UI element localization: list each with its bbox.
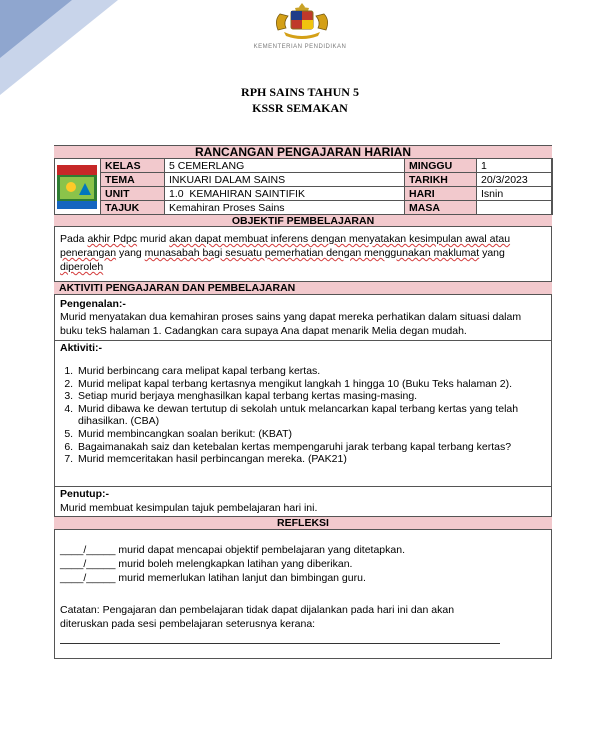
label-masa: MASA	[405, 201, 477, 215]
document-title: RPH SAINS TAHUN 5	[241, 85, 359, 99]
value-minggu: 1	[477, 159, 553, 173]
label-minggu: MINGGU	[405, 159, 477, 173]
activities-heading: AKTIVITI PENGAJARAN DAN PEMBELAJARAN	[54, 281, 552, 295]
activity-steps	[60, 365, 562, 466]
divider	[54, 340, 552, 341]
table-row	[55, 201, 553, 215]
value-masa	[477, 201, 553, 215]
closing-text: Murid membuat kesimpulan tajuk pembelajaran hari ini.	[60, 502, 318, 514]
info-table	[54, 158, 553, 215]
list-item: 1. Murid berbincang cara melipat kapal terbang kertas.	[76, 365, 562, 378]
reflection-line-1: ____/_____ murid dapat mencapai objektif pembelajaran yang ditetapkan.	[60, 544, 405, 556]
label-kelas: KELAS	[101, 159, 165, 173]
note-answer-line	[60, 643, 500, 644]
divider	[54, 486, 552, 487]
label-tajuk: TAJUK	[101, 201, 165, 215]
list-item: 4. Murid dibawa ke dewan tertutup di sekolah untuk melancarkan kapal terbang kertas yang telah dihasilkan. (CBA)	[76, 403, 562, 428]
value-unit: 1.0 KEMAHIRAN SAINTIFIK	[165, 187, 405, 201]
list-item: 2. Murid melipat kapal terbang kertasnya mengikut langkah 1 hingga 10 (Buku Teks halaman 2).	[76, 378, 562, 391]
reflection-line-2: ____/_____ murid boleh melengkapkan latihan yang diberikan.	[60, 558, 353, 570]
ministry-name: KEMENTERIAN PENDIDIKAN	[253, 44, 347, 50]
ministry-crest-icon	[270, 2, 334, 42]
book-cell	[55, 159, 101, 215]
objective-line-1: Pada akhir Pdpc murid akan dapat membuat inferens dengan menyatakan kesimpulan awal atau	[60, 233, 511, 245]
value-kelas: 5 CEMERLANG	[165, 159, 405, 173]
reflection-line-3: ____/_____ murid memerlukan latihan lanjut dan bimbingan guru.	[60, 572, 366, 584]
table-row	[55, 173, 553, 187]
objective-line-2: penerangan yang munasabah bagi sesuatu pemerhatian dengan menggunakan maklumat yang	[60, 247, 505, 259]
value-tema: INKUARI DALAM SAINS	[165, 173, 405, 187]
table-row	[55, 187, 553, 201]
label-tarikh: TARIKH	[405, 173, 477, 187]
list-item: 3. Setiap murid berjaya menghasilkan kapal terbang kertas masing-masing.	[76, 390, 562, 403]
value-tarikh: 20/3/2023	[477, 173, 553, 187]
objective-line-3: diperoleh	[60, 261, 104, 273]
note-line-2: diteruskan pada sesi pembelajaran seterusnya kerana:	[60, 618, 316, 630]
value-tajuk: Kemahiran Proses Sains	[165, 201, 405, 215]
label-tema: TEMA	[101, 173, 165, 187]
textbook-cover-icon	[57, 165, 97, 209]
reflection-heading: REFLEKSI	[54, 516, 552, 530]
intro-text-line-1: Murid menyatakan dua kemahiran proses sains yang dapat mereka perhatikan dalam situasi dalam	[60, 311, 522, 323]
table-row	[55, 159, 553, 173]
label-unit: UNIT	[101, 187, 165, 201]
plan-heading: RANCANGAN PENGAJARAN HARIAN	[54, 145, 552, 159]
note-line-1: Catatan: Pengajaran dan pembelajaran tidak dapat dijalankan pada hari ini dan akan	[60, 604, 455, 616]
closing-label: Penutup:-	[60, 488, 109, 500]
intro-label: Pengenalan:-	[60, 298, 126, 310]
list-item: 7. Murid memceritakan hasil perbincangan mereka. (PAK21)	[76, 453, 562, 466]
list-item: 6. Bagaimanakah saiz dan ketebalan kertas mempengaruhi jarak terbang kapal terbang kertas?	[76, 441, 562, 454]
value-hari: Isnin	[477, 187, 553, 201]
label-hari: HARI	[405, 187, 477, 201]
objective-heading: OBJEKTIF PEMBELAJARAN	[54, 214, 552, 227]
activity-label: Aktiviti:-	[60, 342, 102, 354]
list-item: 5. Murid membincangkan soalan berikut: (KBAT)	[76, 428, 562, 441]
intro-text-line-2: buku tekS halaman 1. Cadangkan cara supaya Ana dapat menarik Melia degan mudah.	[60, 325, 467, 337]
document-subtitle: KSSR SEMAKAN	[252, 101, 348, 115]
